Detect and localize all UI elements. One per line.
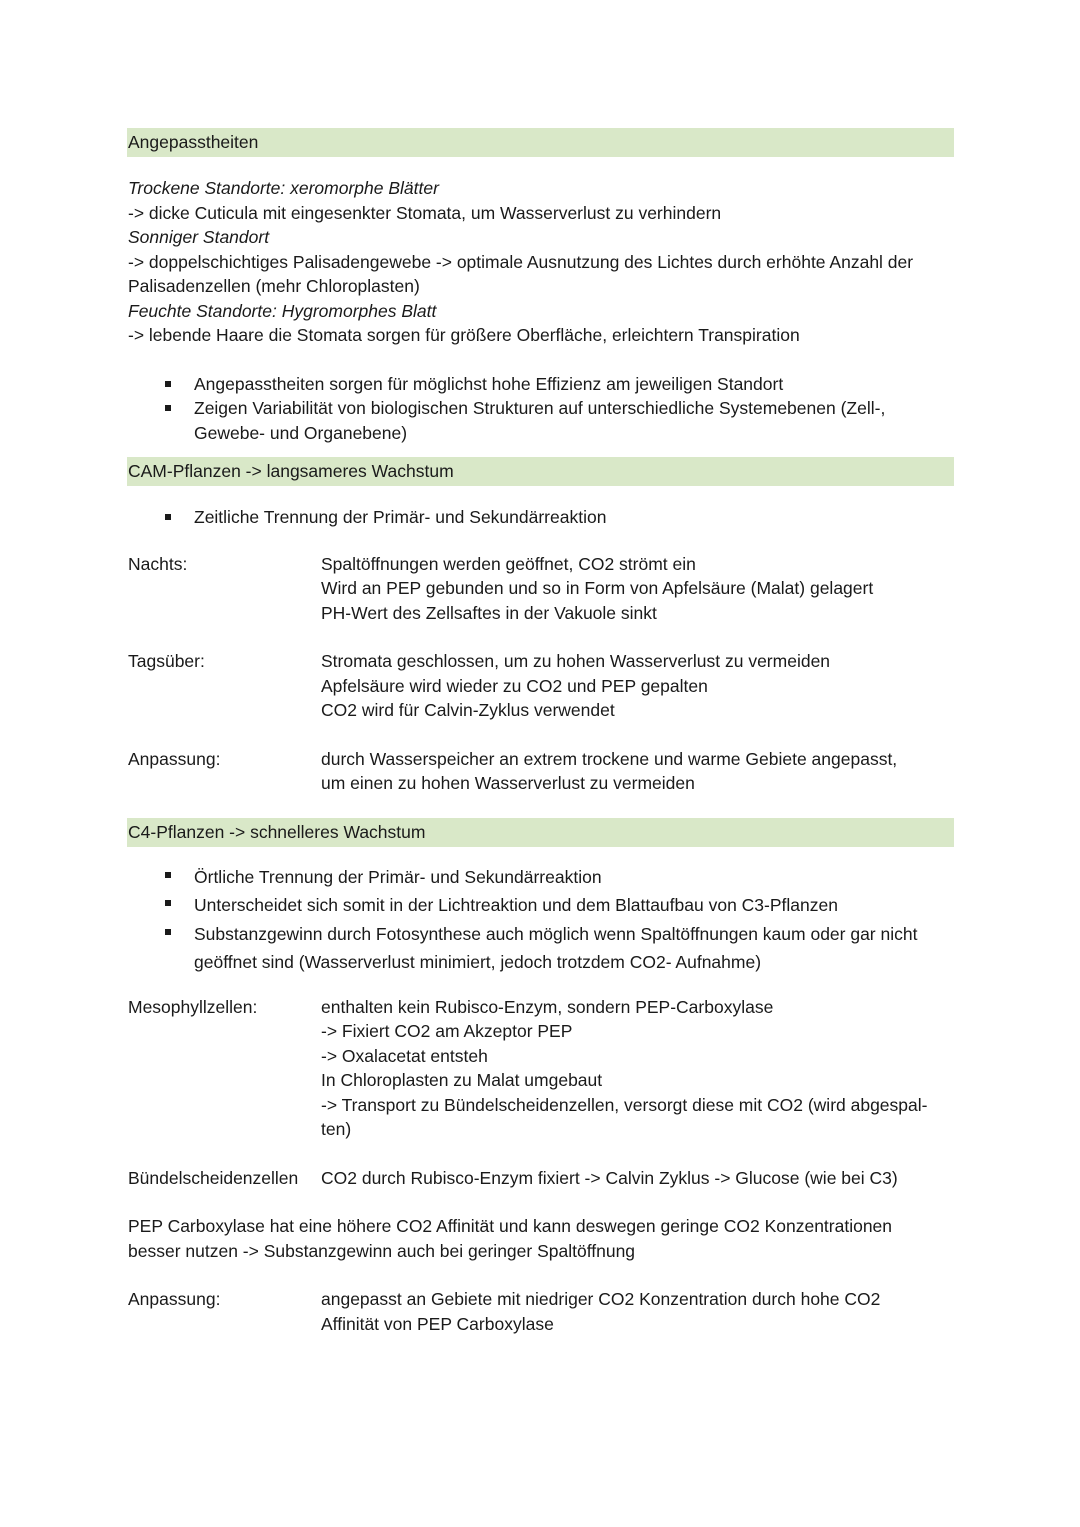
text-line: PH-Wert des Zellsaftes in der Vakuole sinkt [321,602,657,623]
c4-pep-paragraph [128,1214,954,1263]
text-line: -> Fixiert CO2 am Akzeptor PEP [321,1021,573,1041]
angepasstheiten-bullet-list [128,372,954,446]
c4-buendelscheiden-row [128,1166,954,1191]
text-line: Affinität von PEP Carboxylase [321,1313,554,1334]
section-heading-cam: CAM-Pflanzen -> langsameres Wachstum [127,457,954,486]
angepasstheiten-text [128,176,954,348]
row-label: Nachts: [128,553,188,574]
section-heading-c4: C4-Pflanzen -> schnelleres Wachstum [127,818,954,847]
text-line: enthalten kein Rubisco-Enzym, sondern PEP-Carboxylase [321,996,774,1017]
c4-anpassung-row [128,1287,954,1336]
bullet-item: Angepasstheiten sorgen für möglichst hohe Effizienz am jeweiligen Standort [164,372,954,397]
text-line: Stromata geschlossen, um zu hohen Wasserverlust zu vermeiden [321,651,831,671]
cam-bullet-list [128,505,954,530]
section-heading-angepasstheiten: Angepasstheiten [127,128,954,157]
row-content [321,1287,954,1336]
text-line: CO2 durch Rubisco-Enzym fixiert -> Calvin Zyklus -> Glucose (wie bei C3) [321,1167,898,1188]
cam-nachts-row [128,552,954,626]
c4-bullet-list [128,863,954,977]
document-page [128,128,954,1336]
text-line: -> Transport zu Bündelscheidenzellen, versorgt diese mit CO2 (wird abgespal- [321,1094,928,1115]
row-label: Anpassung: [128,748,221,769]
text-line: Sonniger Standort [128,227,270,247]
row-content [321,552,954,626]
cam-anpassung-row [128,747,954,796]
row-label: Bündelscheidenzellen [128,1167,299,1188]
bullet-item: Zeitliche Trennung der Primär- und Sekundärreaktion [164,505,954,530]
text-line: besser nutzen -> Substanzgewinn auch bei geringer Spaltöffnung [128,1240,636,1261]
text-line: CO2 wird für Calvin-Zyklus verwendet [321,700,615,720]
text-line: -> doppelschichtiges Palisadengewebe -> optimale Ausnutzung des Lichtes durch erhöhte Anzahl der [128,251,914,272]
row-content [321,649,954,723]
text-line: Apfelsäure wird wieder zu CO2 und PEP gepalten [321,675,708,696]
text-line: Palisadenzellen (mehr Chloroplasten) [128,276,420,296]
text-line: Spaltöffnungen werden geöffnet, CO2 strömt ein [321,553,696,574]
c4-mesophyll-row [128,995,954,1142]
row-label: Anpassung: [128,1289,221,1309]
text-line: um einen zu hohen Wasserverlust zu vermeiden [321,773,695,793]
row-label: Mesophyllzellen: [128,996,258,1017]
text-line: Wird an PEP gebunden und so in Form von Apfelsäure (Malat) gelagert [321,578,874,598]
text-line: -> Oxalacetat entsteh [321,1045,488,1066]
text-line: durch Wasserspeicher an extrem trockene und warme Gebiete angepasst, [321,748,898,769]
row-content [321,747,954,796]
bullet-item: Substanzgewinn durch Fotosynthese auch möglich wenn Spaltöffnungen kaum oder gar nicht geöffnet sind (Wasserverlust minimiert, jedoch trotzdem CO2- Aufnahme) [164,920,954,977]
text-line: ten) [321,1119,352,1139]
text-line: -> lebende Haare die Stomata sorgen für größere Oberfläche, erleichtern Transpiration [128,325,800,345]
bullet-item: Unterscheidet sich somit in der Lichtreaktion und dem Blattaufbau von C3-Pflanzen [164,891,954,920]
cam-tagsueber-row [128,649,954,723]
bullet-item: Zeigen Variabilität von biologischen Strukturen auf unterschiedliche Systemebenen (Zell-, Gewebe- und Organebene) [164,396,954,445]
text-line: PEP Carboxylase hat eine höhere CO2 Affinität und kann deswegen geringe CO2 Konzentrationen [128,1216,893,1236]
row-content [321,1166,954,1191]
text-line: Trockene Standorte: xeromorphe Blätter [128,178,439,198]
text-line: In Chloroplasten zu Malat umgebaut [321,1070,603,1090]
row-label: Tagsüber: [128,651,205,671]
bullet-item: Örtliche Trennung der Primär- und Sekundärreaktion [164,863,954,892]
text-line: -> dicke Cuticula mit eingesenkter Stomata, um Wasserverlust zu verhindern [128,202,722,223]
text-line: Feuchte Standorte: Hygromorphes Blatt [128,300,437,321]
row-content [321,995,954,1142]
text-line: angepasst an Gebiete mit niedriger CO2 Konzentration durch hohe CO2 [321,1289,881,1309]
